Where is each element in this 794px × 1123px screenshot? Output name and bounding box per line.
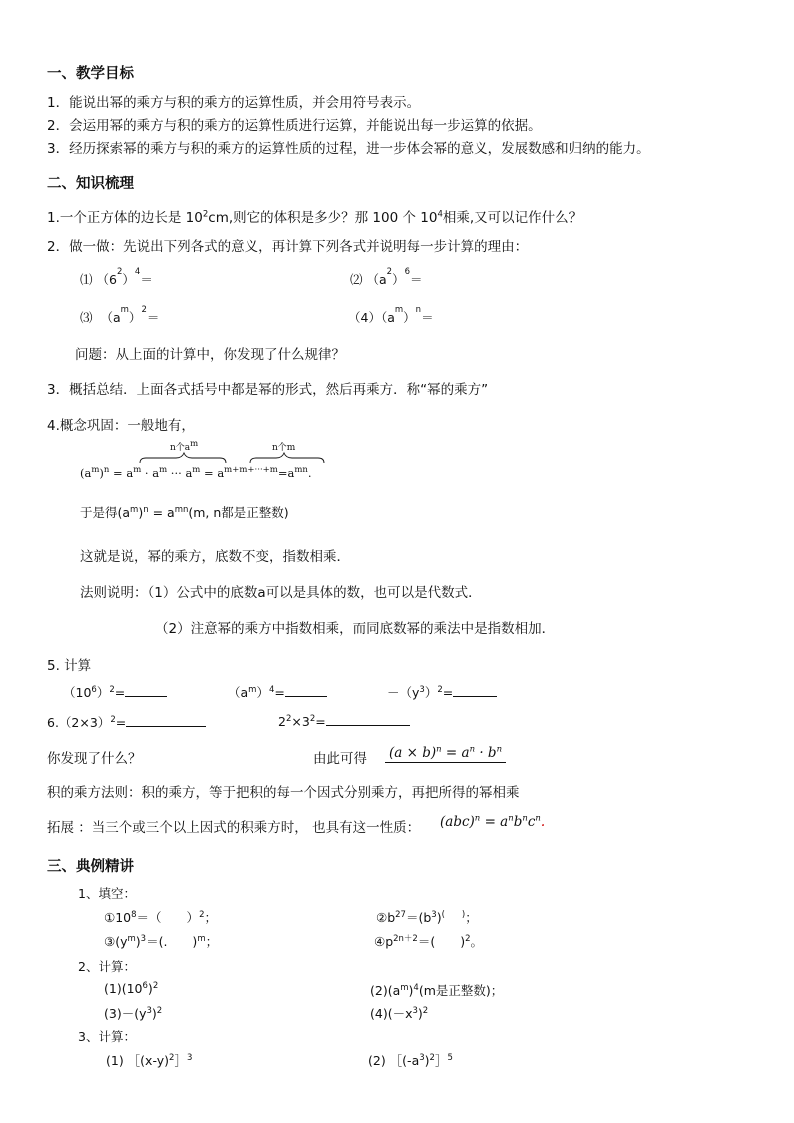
example-1c: $③(y^m)^3=$(. )$^m$； xyxy=(104,933,219,949)
rule-note-1: 法则说明：（1）公式中的底数a可以是具体的数，也可以是代数式． xyxy=(80,585,482,601)
product-power-formula: $(a \times b)^n = a^n \cdot b^n$ xyxy=(385,745,506,761)
goal-item-3: 3．经历探索幂的乘方与积的乘方的运算性质的过程，进一步体会幂的意义，发展数感和归纳的能力。 xyxy=(47,141,650,157)
formula-1: ⑴ $(6^2)^4=$ xyxy=(80,267,153,287)
product-rule: 积的乘方法则：积的乘方，等于把积的每一个因式分别乘方，再把所得的幂相乘 xyxy=(47,785,520,801)
section-title-goals: 一、教学目标 xyxy=(47,66,134,82)
formula-4: $(4)(a^m)^n=$ xyxy=(348,305,434,325)
example-3b: (2) $[(-a^3)^2]^5$ xyxy=(368,1052,453,1068)
calc-2: $(a^m)^4=$ xyxy=(228,683,327,701)
example-2a: $(1)(10^6)^2$ xyxy=(104,980,159,996)
therefore-label: 由此可得 xyxy=(313,751,367,767)
rule-note-2: （2）注意幂的乘方中指数相乘，而同底数幂的乘法中是指数相加． xyxy=(155,621,556,637)
section-title-examples: 三、典例精讲 xyxy=(47,859,134,875)
extension-text: 拓展 ：当三个或三个以上因式的积乘方时， 也具有这一性质： xyxy=(47,820,421,836)
example-3a: (1) $[(x-y)^2]^3$ xyxy=(106,1052,193,1068)
answer-blank[interactable] xyxy=(125,684,167,697)
brace-label-1: n个$a^m$ xyxy=(170,439,199,453)
question-6: $6.(2\times 3)^2=$ xyxy=(47,713,206,731)
question-1: 1.一个正方体的边长是 $10^2cm$,则它的体积是多少？那 100 个 $10^4$相乘,又可以记作什么？ xyxy=(47,209,583,226)
example-1a: $①10^8=$（ ）$^2$； xyxy=(104,909,217,925)
example-1b: $②b^{27}=(b^3)^{( )}$； xyxy=(376,909,478,925)
example-2-title: 2、计算： xyxy=(78,959,136,974)
example-1d: $④p^{2n+2}=$( )$^2$。 xyxy=(374,933,484,949)
formula-2: ⑵ $(a^2)^6=$ xyxy=(350,267,423,287)
calc-1: $(10^6)^2=$ xyxy=(63,683,167,701)
answer-blank[interactable] xyxy=(126,714,206,727)
example-2c: $(3)-(y^3)^2$ xyxy=(104,1005,163,1021)
example-2b: $(2)(a^m)^4(m$是正整数)； xyxy=(370,982,504,998)
derivation xyxy=(80,439,360,490)
example-3-title: 3、计算： xyxy=(78,1029,136,1044)
question-3: 3．概括总结．上面各式括号中都是幂的形式，然后再乘方．称“幂的乘方” xyxy=(47,382,489,398)
goal-item-1: 1．能说出幂的乘方与积的乘方的运算性质，并会用符号表示。 xyxy=(47,95,421,111)
derivation-line: $(a^m)^n = a^m \cdot a^m$ ··· $a^m = a^{m+m+\cdot\cdot\cdot+m}=a^{mn}$. xyxy=(80,465,312,480)
discover-question: 你发现了什么？ xyxy=(47,751,142,767)
question-6b: $2^2\times 3^2=$ xyxy=(278,713,410,729)
formula-3: ⑶ $(a^m)^2=$ xyxy=(80,305,160,325)
question-pattern: 问题：从上面的计算中，你发现了什么规律？ xyxy=(75,347,345,363)
question-4: 4.概念巩固：一般地有， xyxy=(47,418,195,434)
question-5: 5. 计算 xyxy=(47,658,92,674)
goal-item-2: 2．会运用幂的乘方与积的乘方的运算性质进行运算，并能说出每一步运算的依据。 xyxy=(47,118,542,134)
section-title-knowledge: 二、知识梳理 xyxy=(47,176,134,192)
example-2d: $(4)(-x^3)^2$ xyxy=(370,1005,429,1021)
rule-statement: 这就是说，幂的乘方，底数不变，指数相乘． xyxy=(80,549,350,565)
overbraces xyxy=(80,446,360,466)
brace-label-2: n个m xyxy=(272,443,296,453)
answer-blank[interactable] xyxy=(326,713,410,726)
answer-blank[interactable] xyxy=(285,684,327,697)
extension-formula: $(abc)^n = a^nb^nc^n$. xyxy=(440,813,546,830)
result-formula: 于是得$(a^m)^n = a^{mn}(m$, n都是正整数) xyxy=(80,504,289,520)
answer-blank[interactable] xyxy=(453,684,497,697)
example-1-title: 1、填空： xyxy=(78,886,136,901)
calc-3: $-(y^3)^2=$ xyxy=(387,683,497,701)
question-2: 2．做一做：先说出下列各式的意义，再计算下列各式并说明每一步计算的理由： xyxy=(47,239,529,255)
